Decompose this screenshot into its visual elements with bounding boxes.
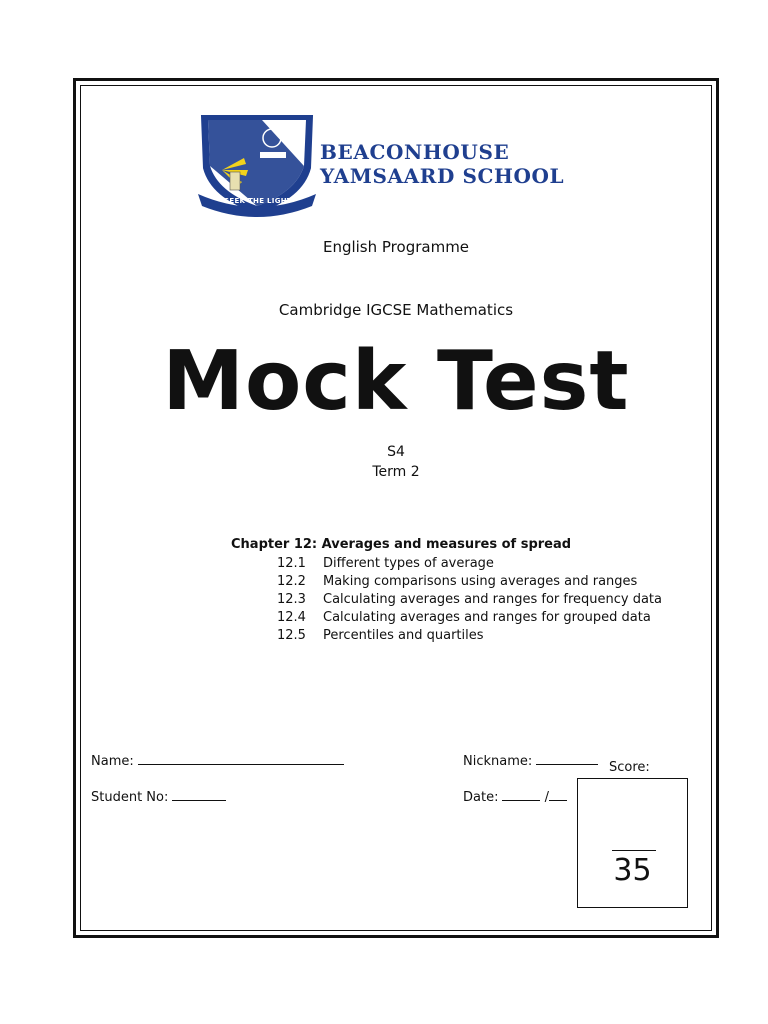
date-label: Date: [463, 790, 499, 805]
nickname-label: Nickname: [463, 754, 533, 769]
term: Term 2 [372, 464, 420, 480]
nickname-line[interactable] [536, 752, 598, 765]
student-no-label: Student No: [91, 790, 169, 805]
date-day-line[interactable] [502, 788, 540, 801]
name-line[interactable] [138, 752, 344, 765]
topic-number: 12.1 [277, 556, 306, 571]
list-item [277, 555, 697, 573]
topic-text: Calculating averages and ranges for frequency data [323, 592, 662, 607]
score-box [577, 778, 688, 908]
list-item [277, 627, 697, 645]
list-item [277, 591, 697, 609]
programme-name: English Programme [322, 238, 470, 256]
page-title: Mock Test [162, 334, 630, 429]
name-field[interactable] [91, 752, 344, 769]
score-label: Score: [609, 760, 650, 775]
topic-number: 12.3 [277, 592, 306, 607]
student-no-line[interactable] [172, 788, 226, 801]
topic-number: 12.2 [277, 574, 306, 589]
date-separator: / [544, 790, 549, 805]
chapter-heading: Chapter 12: Averages and measures of spread [231, 537, 572, 552]
score-blank-line[interactable] [612, 850, 656, 851]
school-name [320, 140, 564, 188]
school-name-line1: BEACONHOUSE [320, 140, 510, 164]
list-item [277, 609, 697, 627]
course-name: Cambridge IGCSE Mathematics [278, 301, 514, 319]
topic-text: Calculating averages and ranges for grouped data [323, 610, 651, 625]
school-name-line2: YAMSAARD SCHOOL [320, 164, 565, 188]
nickname-field[interactable] [463, 752, 598, 769]
topic-text: Percentiles and quartiles [323, 628, 484, 643]
level: S4 [387, 444, 405, 460]
topic-number: 12.4 [277, 610, 306, 625]
date-field[interactable] [463, 788, 567, 805]
topic-list [277, 555, 697, 645]
school-motto: SEEK THE LIGHT [224, 197, 292, 205]
list-item [277, 573, 697, 591]
topic-number: 12.5 [277, 628, 306, 643]
topic-text: Different types of average [323, 556, 494, 571]
student-no-field[interactable] [91, 788, 226, 805]
date-month-line[interactable] [549, 788, 567, 801]
topic-text: Making comparisons using averages and ranges [323, 574, 638, 589]
name-label: Name: [91, 754, 134, 769]
score-total: 35 [613, 853, 652, 888]
